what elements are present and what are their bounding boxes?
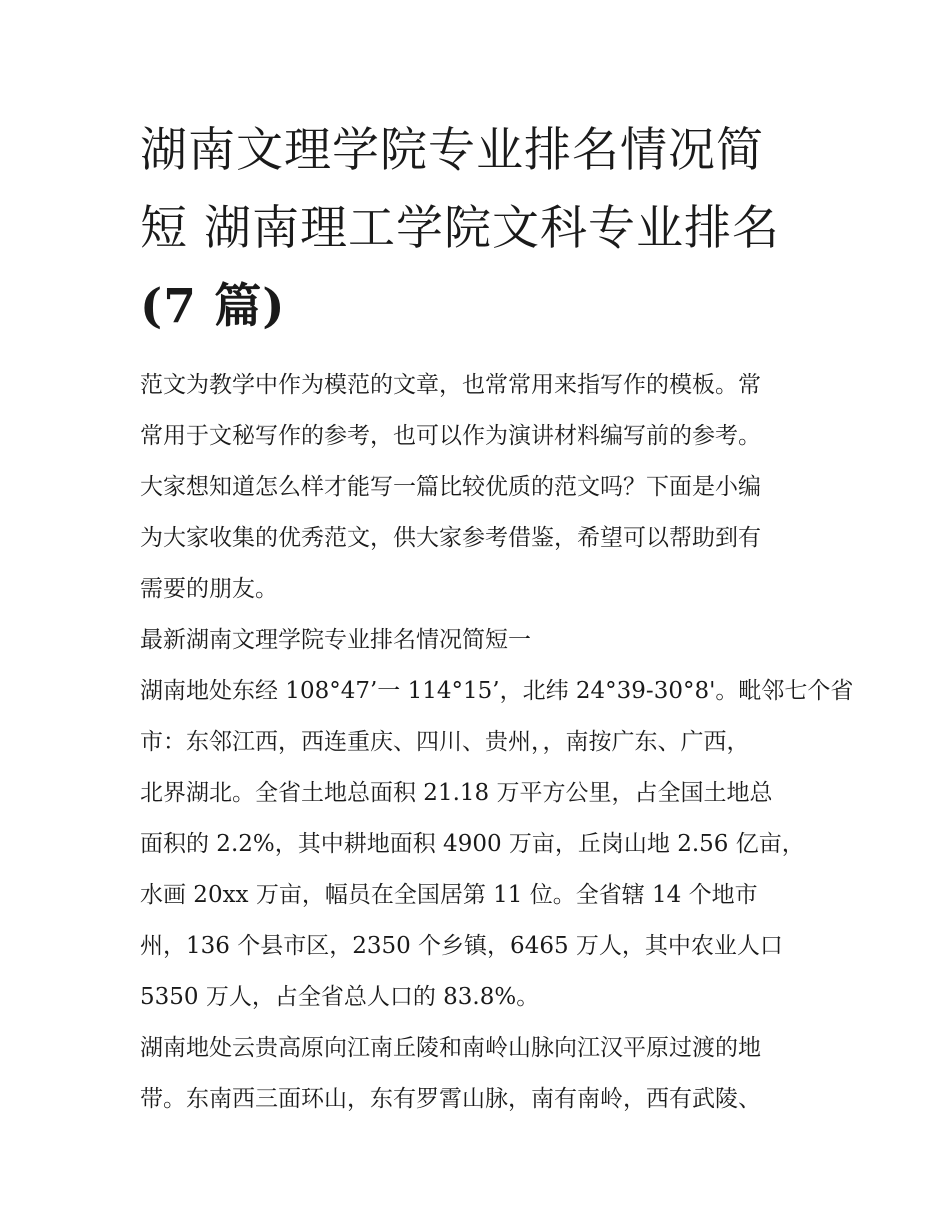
text-line: 北界湖北。全省土地总面积 21.18 万平方公里，占全国土地总 bbox=[140, 780, 773, 806]
text-line: 面积的 2.2%，其中耕地面积 4900 万亩，丘岗山地 2.56 亿亩， bbox=[140, 831, 805, 857]
text-line: 湖南地处东经 108°47’一 114°15’，北纬 24°39-30°8'。毗邻七个省 bbox=[140, 678, 854, 704]
title-line-2: 短 湖南理工学院文科专业排名 bbox=[140, 201, 780, 256]
text-line: 州，136 个县市区，2350 个乡镇，6465 万人，其中农业人口 bbox=[140, 933, 783, 959]
text-line: 最新湖南文理学院专业排名情况简短一 bbox=[140, 627, 531, 653]
section-heading bbox=[140, 615, 820, 666]
text-line: 常用于文秘写作的参考，也可以作为演讲材料编写前的参考。 bbox=[140, 423, 761, 449]
title-line-1: 湖南文理学院专业排名情况简 bbox=[140, 123, 764, 178]
text-line: 大家想知道怎么样才能写一篇比较优质的范文吗？下面是小编 bbox=[140, 474, 761, 500]
text-line: 为大家收集的优秀范文，供大家参考借鉴，希望可以帮助到有 bbox=[140, 525, 761, 551]
geography-paragraph bbox=[140, 666, 854, 1023]
intro-paragraph bbox=[140, 360, 820, 615]
document-title bbox=[140, 112, 820, 346]
document-page bbox=[140, 112, 854, 1125]
text-line: 湖南地处云贵高原向江南丘陵和南岭山脉向江汉平原过渡的地 bbox=[140, 1035, 761, 1061]
document-body bbox=[140, 360, 854, 1125]
text-line: 带。东南西三面环山，东有罗霄山脉，南有南岭，西有武陵、 bbox=[140, 1086, 761, 1112]
text-line: 市：东邻江西，西连重庆、四川、贵州，，南按广东、广西， bbox=[140, 729, 750, 755]
text-line: 需要的朋友。 bbox=[140, 576, 278, 602]
text-line: 5350 万人，占全省总人口的 83.8%。 bbox=[140, 984, 540, 1010]
text-line: 范文为教学中作为模范的文章，也常常用来指写作的模板。常 bbox=[140, 372, 761, 398]
title-line-3: (7 篇) bbox=[140, 279, 286, 334]
text-line: 水画 20xx 万亩，幅员在全国居第 11 位。全省辖 14 个地市 bbox=[140, 882, 758, 908]
terrain-paragraph bbox=[140, 1023, 820, 1125]
